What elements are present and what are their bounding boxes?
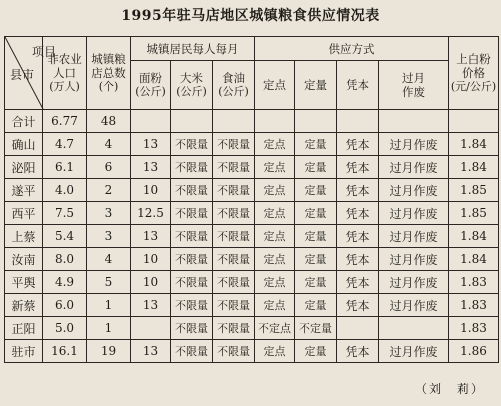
supply-point-cell: 不定点 — [255, 317, 295, 340]
rice-ration-cell: 不限量 — [171, 271, 213, 294]
supply-qty-cell: 定量 — [295, 179, 337, 202]
flour-price-cell — [449, 110, 499, 133]
supply-voucher-cell: 凭本 — [337, 271, 379, 294]
table-row — [5, 271, 499, 294]
rice-ration-cell: 不限量 — [171, 156, 213, 179]
shop-count-cell: 2 — [87, 179, 131, 202]
flour-ration-cell — [131, 317, 171, 340]
rice-ration-cell: 不限量 — [171, 317, 213, 340]
flour-ration-cell: 10 — [131, 179, 171, 202]
supply-voucher-cell: 凭本 — [337, 294, 379, 317]
table-row — [5, 179, 499, 202]
flour-price-cell: 1.84 — [449, 133, 499, 156]
supply-expire-cell — [379, 317, 449, 340]
supply-expire-cell: 过月作废 — [379, 340, 449, 363]
supply-qty-cell: 定量 — [295, 248, 337, 271]
oil-ration-cell: 不限量 — [213, 248, 255, 271]
nonagri-pop-cell: 4.0 — [43, 179, 87, 202]
shop-count-cell: 19 — [87, 340, 131, 363]
corner-item-label: 项目 — [32, 45, 57, 59]
county-name-cell: 正阳 — [5, 317, 43, 340]
flour-ration-cell: 13 — [131, 225, 171, 248]
flour-price-cell: 1.84 — [449, 225, 499, 248]
oil-ration-cell: 不限量 — [213, 179, 255, 202]
rice-ration-cell: 不限量 — [171, 133, 213, 156]
nonagri-pop-cell: 8.0 — [43, 248, 87, 271]
supply-voucher-cell: 凭本 — [337, 225, 379, 248]
county-name-cell: 新蔡 — [5, 294, 43, 317]
supply-point-cell: 定点 — [255, 248, 295, 271]
table-row — [5, 294, 499, 317]
rice-ration-cell: 不限量 — [171, 225, 213, 248]
header-per-capita: 城镇居民每人每月 — [131, 37, 255, 61]
oil-ration-cell: 不限量 — [213, 156, 255, 179]
supply-expire-cell: 过月作废 — [379, 248, 449, 271]
flour-ration-cell: 13 — [131, 156, 171, 179]
flour-price-cell: 1.85 — [449, 202, 499, 225]
shop-count-cell: 5 — [87, 271, 131, 294]
table-row — [5, 202, 499, 225]
author-credit: （刘 莉） — [414, 382, 485, 396]
flour-price-cell: 1.84 — [449, 156, 499, 179]
header-rice: 大米 (公斤) — [171, 61, 213, 110]
header-nonagri-pop: 非农业 人口 (万人) — [43, 37, 87, 110]
flour-ration-cell: 13 — [131, 294, 171, 317]
oil-ration-cell: 不限量 — [213, 340, 255, 363]
supply-point-cell: 定点 — [255, 156, 295, 179]
supply-qty-cell: 定量 — [295, 271, 337, 294]
supply-expire-cell: 过月作废 — [379, 271, 449, 294]
supply-point-cell: 定点 — [255, 202, 295, 225]
supply-point-cell: 定点 — [255, 271, 295, 294]
supply-expire-cell: 过月作废 — [379, 202, 449, 225]
flour-price-cell: 1.84 — [449, 248, 499, 271]
shop-count-cell: 48 — [87, 110, 131, 133]
county-name-cell: 合计 — [5, 110, 43, 133]
supply-point-cell: 定点 — [255, 340, 295, 363]
supply-qty-cell: 定量 — [295, 133, 337, 156]
table-row — [5, 133, 499, 156]
corner-county-label: 县市 — [10, 68, 35, 82]
header-oil: 食油 (公斤) — [213, 61, 255, 110]
supply-point-cell: 定点 — [255, 225, 295, 248]
supply-point-cell: 定点 — [255, 179, 295, 202]
supply-expire-cell: 过月作废 — [379, 133, 449, 156]
oil-ration-cell: 不限量 — [213, 271, 255, 294]
oil-ration-cell — [213, 110, 255, 133]
flour-price-cell: 1.86 — [449, 340, 499, 363]
supply-point-cell: 定点 — [255, 133, 295, 156]
county-name-cell: 西平 — [5, 202, 43, 225]
supply-qty-cell: 定量 — [295, 340, 337, 363]
header-corner-cell — [5, 37, 57, 110]
supply-expire-cell: 过月作废 — [379, 294, 449, 317]
nonagri-pop-cell: 5.0 — [43, 317, 87, 340]
table-row — [5, 248, 499, 271]
county-name-cell: 汝南 — [5, 248, 43, 271]
nonagri-pop-cell: 4.9 — [43, 271, 87, 294]
oil-ration-cell: 不限量 — [213, 294, 255, 317]
table-title: 1995年驻马店地区城镇粮食供应情况表 — [121, 8, 380, 24]
header-flour: 面粉 (公斤) — [131, 61, 171, 110]
header-voucher: 凭本 — [337, 61, 379, 110]
supply-qty-cell: 定量 — [295, 156, 337, 179]
nonagri-pop-cell: 6.0 — [43, 294, 87, 317]
grain-supply-table — [4, 36, 499, 363]
flour-price-cell: 1.83 — [449, 271, 499, 294]
supply-expire-cell — [379, 110, 449, 133]
table-row — [5, 156, 499, 179]
rice-ration-cell: 不限量 — [171, 179, 213, 202]
supply-qty-cell: 定量 — [295, 294, 337, 317]
shop-count-cell: 6 — [87, 156, 131, 179]
oil-ration-cell: 不限量 — [213, 225, 255, 248]
supply-qty-cell: 不定量 — [295, 317, 337, 340]
supply-voucher-cell: 凭本 — [337, 248, 379, 271]
header-price: 上白粉 价格 (元/公斤) — [449, 37, 499, 110]
header-supply-method: 供应方式 — [255, 37, 449, 61]
supply-expire-cell: 过月作废 — [379, 179, 449, 202]
supply-voucher-cell: 凭本 — [337, 156, 379, 179]
header-fixed-qty: 定量 — [295, 61, 337, 110]
flour-ration-cell — [131, 110, 171, 133]
flour-ration-cell: 13 — [131, 133, 171, 156]
county-name-cell: 上蔡 — [5, 225, 43, 248]
rice-ration-cell: 不限量 — [171, 340, 213, 363]
supply-voucher-cell — [337, 317, 379, 340]
shop-count-cell: 3 — [87, 202, 131, 225]
supply-qty-cell: 定量 — [295, 202, 337, 225]
flour-price-cell: 1.83 — [449, 294, 499, 317]
county-name-cell: 平舆 — [5, 271, 43, 294]
table-row — [5, 110, 499, 133]
supply-expire-cell: 过月作废 — [379, 156, 449, 179]
supply-qty-cell — [295, 110, 337, 133]
rice-ration-cell: 不限量 — [171, 294, 213, 317]
supply-voucher-cell: 凭本 — [337, 133, 379, 156]
oil-ration-cell: 不限量 — [213, 202, 255, 225]
supply-expire-cell: 过月作废 — [379, 225, 449, 248]
rice-ration-cell — [171, 110, 213, 133]
flour-ration-cell: 12.5 — [131, 202, 171, 225]
supply-voucher-cell: 凭本 — [337, 202, 379, 225]
flour-ration-cell: 10 — [131, 271, 171, 294]
county-name-cell: 确山 — [5, 133, 43, 156]
table-row — [5, 225, 499, 248]
table-row — [5, 317, 499, 340]
rice-ration-cell: 不限量 — [171, 248, 213, 271]
flour-ration-cell: 10 — [131, 248, 171, 271]
county-name-cell: 遂平 — [5, 179, 43, 202]
nonagri-pop-cell: 6.77 — [43, 110, 87, 133]
rice-ration-cell: 不限量 — [171, 202, 213, 225]
header-fixed-point: 定点 — [255, 61, 295, 110]
shop-count-cell: 4 — [87, 248, 131, 271]
header-expire: 过月 作废 — [379, 61, 449, 110]
supply-voucher-cell — [337, 110, 379, 133]
table-row — [5, 340, 499, 363]
shop-count-cell: 1 — [87, 294, 131, 317]
shop-count-cell: 3 — [87, 225, 131, 248]
flour-price-cell: 1.83 — [449, 317, 499, 340]
oil-ration-cell: 不限量 — [213, 317, 255, 340]
header-grain-shops: 城镇粮 店总数 (个) — [87, 37, 131, 110]
nonagri-pop-cell: 16.1 — [43, 340, 87, 363]
supply-voucher-cell: 凭本 — [337, 179, 379, 202]
supply-point-cell — [255, 110, 295, 133]
supply-voucher-cell: 凭本 — [337, 340, 379, 363]
nonagri-pop-cell: 5.4 — [43, 225, 87, 248]
shop-count-cell: 1 — [87, 317, 131, 340]
nonagri-pop-cell: 6.1 — [43, 156, 87, 179]
county-name-cell: 驻市 — [5, 340, 43, 363]
flour-price-cell: 1.85 — [449, 179, 499, 202]
nonagri-pop-cell: 7.5 — [43, 202, 87, 225]
nonagri-pop-cell: 4.7 — [43, 133, 87, 156]
shop-count-cell: 4 — [87, 133, 131, 156]
flour-ration-cell: 13 — [131, 340, 171, 363]
county-name-cell: 泌阳 — [5, 156, 43, 179]
supply-qty-cell: 定量 — [295, 225, 337, 248]
oil-ration-cell: 不限量 — [213, 133, 255, 156]
supply-point-cell: 定点 — [255, 294, 295, 317]
